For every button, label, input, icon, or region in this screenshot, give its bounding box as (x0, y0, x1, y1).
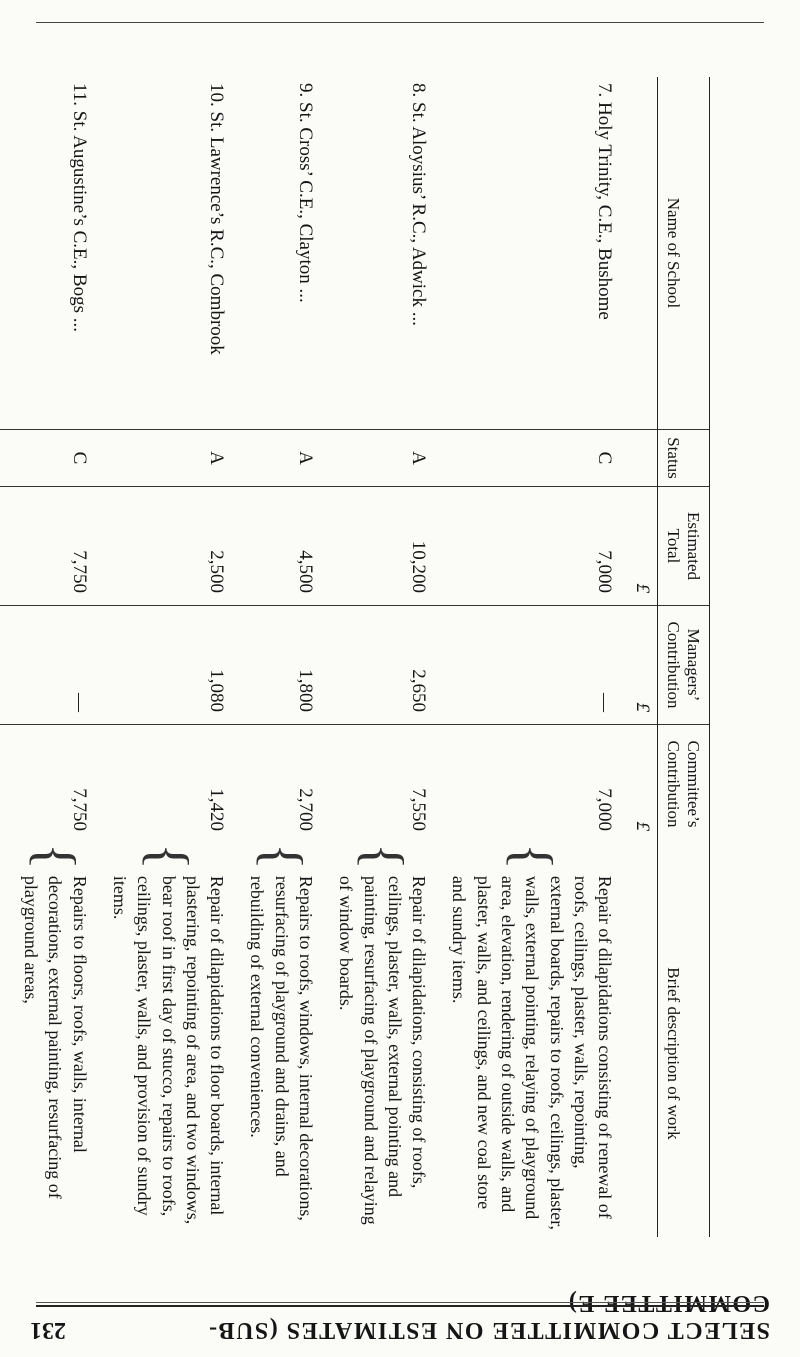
row-estimated-total: 4,500 (237, 487, 326, 606)
table-row (326, 77, 439, 1237)
table-row (439, 77, 625, 1237)
row-institution: 10. St. Lawrence’s R.C., Combrook (206, 83, 228, 355)
table (0, 77, 710, 1237)
row-description: Repair of dilapidations to floor boards, internal plastering, repointing of area, and two windows, bear roof in first day of stucco, repairs to roofs, ceilings, plaster, walls, and provision of sundry items. (109, 875, 228, 1225)
brace-glyph: { (24, 843, 87, 870)
row-managers-contribution: 2,650 (326, 606, 439, 725)
row-status: C (11, 430, 100, 487)
row-estimated-total: 7,750 (11, 487, 100, 606)
row-managers-contribution: 1,080 (100, 606, 237, 725)
header-description: Brief description of work (657, 870, 709, 1237)
table-header-row (657, 77, 709, 1237)
row-status: C (439, 430, 625, 487)
school-repairs-table (21, 77, 710, 1237)
row-status (0, 430, 11, 487)
brace-glyph: { (351, 843, 414, 870)
row-institution: 11. St. Augustine’s C.E., Bogs ... (68, 83, 90, 332)
header-status: Status (657, 430, 709, 487)
row-estimated-total (0, 487, 11, 606)
header-estimated-total: Estimated Total (657, 487, 709, 606)
header-brace-spacer (657, 843, 709, 870)
row-managers-contribution: — (439, 606, 625, 725)
brace-glyph: { (501, 843, 564, 870)
running-head: SELECT COMMITTEE ON ESTIMATES (SUB-COMMITTEE E) (207, 1290, 770, 1343)
row-institution (0, 77, 11, 430)
unit-row (625, 77, 657, 1237)
row-status: A (100, 430, 237, 487)
brace-glyph (0, 843, 11, 870)
header-rule (36, 1305, 764, 1307)
page-number: 231 (30, 1317, 66, 1343)
row-institution: 7. Holy Trinity, C.E., Bushome (594, 83, 616, 320)
row-institution: 9. St. Cross’ C.E., Clayton ... (295, 83, 316, 303)
row-managers-contribution: 1,800 (237, 606, 326, 725)
header-sub-rule (36, 1302, 764, 1303)
row-description: Repair of dilapidations consisting of renewal of roofs, ceilings, plaster, walls, repointing, external boards, repairs to roofs, ceilings, plaster, walls, external pointing, relaying of playground area, elevation, rendering of outside walls, and plaster, walls, and ceilings, and new coal store and sundry items. (449, 875, 616, 1231)
row-description (0, 870, 11, 1237)
row-status: A (237, 430, 326, 487)
row-estimated-total: 2,500 (100, 487, 237, 606)
header-committees-contribution: Committee’s Contribution (657, 725, 709, 844)
table-row (11, 77, 100, 1237)
row-committees-contribution: 7,550 (326, 725, 439, 844)
row-description: Repairs to floors, roofs, walls, internal decorations, external painting, resurfacing of playground areas, (21, 875, 90, 1199)
header-managers-contribution: Managers’ Contribution (657, 606, 709, 725)
row-managers-contribution (0, 606, 11, 725)
unit-estimated-total: £ (625, 487, 657, 606)
brace-glyph: { (250, 843, 313, 870)
header-institution: Name of School (657, 77, 709, 430)
row-description: Repairs to roofs, windows, internal decorations, resurfacing of playground and drains, and rebuilding of external conveniences. (247, 875, 316, 1221)
page-header (30, 1289, 770, 1343)
bottom-rule (36, 22, 764, 23)
row-description: Repair of dilapidations, consisting of roofs, ceilings, plaster, walls, external pointing and painting, resurfacing of playground and relaying of window boards. (336, 875, 430, 1225)
table-row (237, 77, 326, 1237)
row-committees-contribution (0, 725, 11, 844)
row-estimated-total: 10,200 (326, 487, 439, 606)
row-institution: 8. St. Aloysius’ R.C., Adwick ... (408, 83, 430, 326)
row-committees-contribution: 7,000 (439, 725, 625, 844)
row-committees-contribution: 1,420 (100, 725, 237, 844)
row-committees-contribution: 7,750 (11, 725, 100, 844)
brace-glyph: { (137, 843, 200, 870)
table-row (100, 77, 237, 1237)
unit-managers-contribution: £ (625, 606, 657, 725)
row-committees-contribution: 2,700 (237, 725, 326, 844)
row-estimated-total: 7,000 (439, 487, 625, 606)
row-status: A (326, 430, 439, 487)
table-row (0, 77, 11, 1237)
row-managers-contribution: — (11, 606, 100, 725)
unit-committees-contribution: £ (625, 725, 657, 844)
